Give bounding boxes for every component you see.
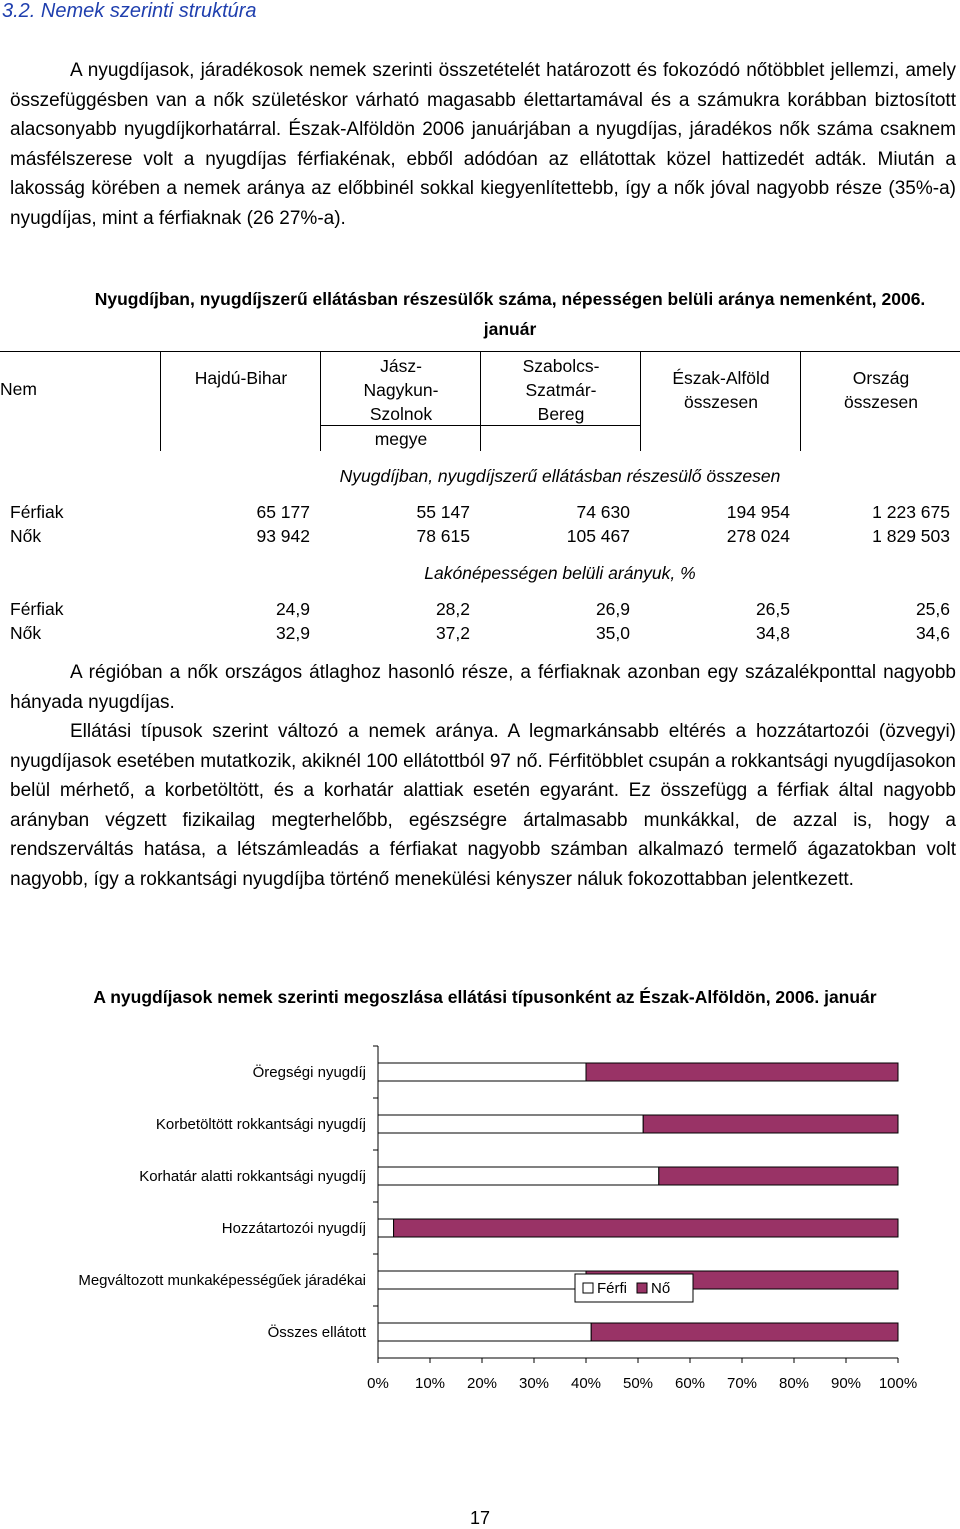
table-cell: 55 147 <box>416 502 470 522</box>
x-tick-label: 70% <box>726 1375 758 1392</box>
table-cell: 65 177 <box>256 502 310 522</box>
table-cell: 93 942 <box>256 526 310 546</box>
section-heading: 3.2. Nemek szerinti struktúra <box>2 0 257 22</box>
table-cell: 34,6 <box>915 623 950 643</box>
category-label: Korbetöltött rokkantsági nyugdíj <box>155 1116 366 1133</box>
x-tick-label: 10% <box>414 1375 446 1392</box>
table-divider <box>800 351 801 451</box>
table-divider <box>640 351 641 451</box>
table-cell: 1 829 503 <box>872 526 950 546</box>
paragraph-types: Ellátási típusok szerint változó a nemek aránya. A legmarkánsabb eltérés a hozzátartozói (özvegyi) nyugdíjasok esetében mutatkozik, akiknél 100 ellátottból 97 nő. Férfitöbblet csupán a rokkantsági nyugdíjasokon belül mérhető, a korbetöltött, és a korhatár alattiak esetén egyaránt. Ez összefügg a férfiak által nagyobb arányban végzett fizikailag megterhelőbb, egészségre ártalmasabb munkákkal, de azzal is, hogy a rendszerváltás hatása, a létszámleadás a férfiakat nagyobb számban alkalmazó termelő ágazatokban volt nagyobb, így a rokkantsági nyugdíjba történő menekülési kényszer náluk fokozottabban jelentkezett. <box>10 721 956 890</box>
header-jasz-nagykun-szolnok: Jász- Nagykun- Szolnok <box>363 356 439 424</box>
table-cell: 25,6 <box>915 599 950 619</box>
table-cell: 105 467 <box>566 526 630 546</box>
bar-ferfi <box>378 1167 659 1185</box>
table-cell: 1 223 675 <box>872 502 950 522</box>
table-cell: 35,0 <box>595 623 630 643</box>
x-tick-label: 100% <box>878 1375 918 1392</box>
x-tick-label: 30% <box>518 1375 550 1392</box>
header-nem: Nem <box>0 379 37 399</box>
table-cell: 194 954 <box>726 502 790 522</box>
stacked-bar-chart <box>0 1040 960 1410</box>
bar-no <box>394 1219 898 1237</box>
header-eszak-alfold: Észak-Alföld összesen <box>672 368 770 412</box>
section1-label: Nyugdíjban, nyugdíjszerű ellátásban részesülő összesen <box>339 466 781 486</box>
category-label: Korhatár alatti rokkantsági nyugdíj <box>139 1168 366 1185</box>
row-label: Nők <box>10 526 42 546</box>
section2-label: Lakónépességen belüli arányuk, % <box>424 563 696 583</box>
category-label: Hozzátartozói nyugdíj <box>221 1220 366 1237</box>
table-divider <box>320 351 321 451</box>
paragraph-intro: A nyugdíjasok, járadékosok nemek szerinti összetételét határozott és fokozódó nőtöbblet jellemzi, amely összefüggésben van a nők születéskor várható magasabb élettartamával és a számukra korábban biztosított alacsonyabb nyugdíjkorhatárral. Észak-Alföldön 2006 januárjában a nyugdíjas, járadékos nők száma csaknem másfélszerese volt a nyugdíjas férfiakénak, ebből adódóan az ellátottak közel hattizedét adták. Miután a lakosság körében a nemek aránya az előbbinél sokkal kiegyenlítettebb, így a nők jóval nagyobb része (35%-a) nyugdíjas, mint a férfiaknak (26 27%-a). <box>10 60 956 229</box>
x-tick-label: 40% <box>570 1375 602 1392</box>
table-cell: 28,2 <box>435 599 470 619</box>
header-szabolcs-szatmar-bereg: Szabolcs- Szatmár- Bereg <box>522 356 600 424</box>
table-cell: 74 630 <box>576 502 630 522</box>
x-tick-label: 20% <box>466 1375 498 1392</box>
x-tick-label: 80% <box>778 1375 810 1392</box>
table-cell: 26,5 <box>755 599 790 619</box>
table-title: Nyugdíjban, nyugdíjszerű ellátásban részesülők száma, népességen belüli aránya nemenként, 2006. január <box>94 289 926 339</box>
header-megye: megye <box>374 429 428 449</box>
table-cell: 24,9 <box>275 599 310 619</box>
legend-swatch <box>583 1283 593 1293</box>
table-divider <box>160 351 161 451</box>
table-cell: 32,9 <box>275 623 310 643</box>
chart-title: A nyugdíjasok nemek szerinti megoszlása ellátási típusonként az Észak-Alföldön, 2006. január <box>93 987 877 1007</box>
table-cell: 37,2 <box>435 623 470 643</box>
category-label: Megváltozott munkaképességűek járadékai <box>78 1272 366 1289</box>
paragraph-region: A régióban a nők országos átlaghoz hasonló része, a férfiaknak azonban egy százalékponttal nagyobb hányada nyugdíjas. <box>10 662 956 713</box>
x-tick-label: 60% <box>674 1375 706 1392</box>
page-number: 17 <box>469 1508 491 1528</box>
legend-label: Nő <box>651 1280 671 1297</box>
chart-legend <box>575 1274 693 1302</box>
table-cell: 78 615 <box>416 526 470 546</box>
row-label: Férfiak <box>10 502 64 522</box>
table-cell: 34,8 <box>755 623 790 643</box>
bar-no <box>591 1323 898 1341</box>
row-label: Nők <box>10 623 42 643</box>
bar-no <box>659 1167 898 1185</box>
bar-ferfi <box>378 1115 643 1133</box>
header-orszag: Ország összesen <box>844 368 918 412</box>
bar-ferfi <box>378 1063 586 1081</box>
row-label: Férfiak <box>10 599 64 619</box>
table-divider <box>480 351 481 451</box>
bar-ferfi <box>378 1271 586 1289</box>
legend-swatch <box>637 1283 647 1293</box>
table-cell: 278 024 <box>726 526 790 546</box>
x-tick-label: 50% <box>622 1375 654 1392</box>
x-tick-label: 90% <box>830 1375 862 1392</box>
x-tick-label: 0% <box>367 1375 389 1392</box>
category-label: Öregségi nyugdíj <box>252 1064 366 1081</box>
legend-label: Férfi <box>597 1280 627 1297</box>
bar-ferfi <box>378 1219 394 1237</box>
bar-no <box>586 1063 898 1081</box>
category-label: Összes ellátott <box>267 1324 366 1341</box>
bar-no <box>643 1115 898 1133</box>
header-hajdu-bihar: Hajdú-Bihar <box>194 368 288 388</box>
table-cell: 26,9 <box>595 599 630 619</box>
bar-ferfi <box>378 1323 591 1341</box>
